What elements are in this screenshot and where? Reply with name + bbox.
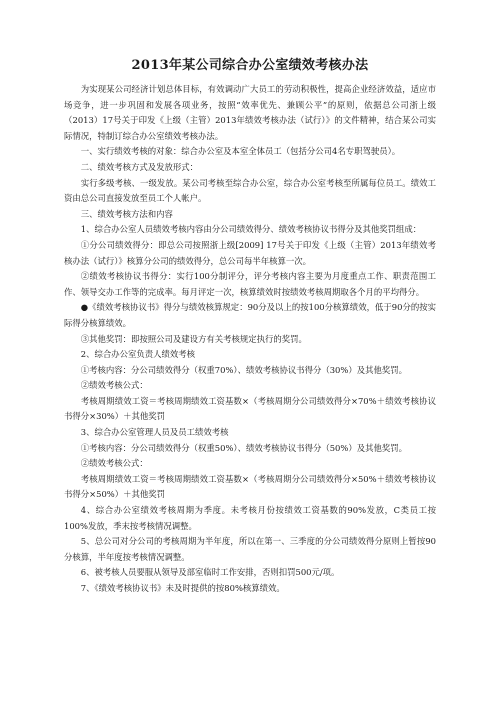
paragraph-section-2: 二、绩效考核方式及发放形式： <box>80 161 199 172</box>
paragraph-bullet-rule: ●《绩效考核协议书》得分与绩效核算规定：90分及以上的按100分核算绩效，低于90分的按实际得分核算绩效。 <box>64 302 436 328</box>
document-body <box>64 82 436 597</box>
paragraph-item-3: 3、综合办公室管理人员及员工绩效考核 <box>80 427 229 438</box>
paragraph-item-1-c: ③其他奖罚：即按照公司及建设方有关考核规定执行的奖罚。 <box>80 333 307 344</box>
paragraph-section-2-body: 实行多级考核、一级发放。某公司考核至综合办公室，综合办公室考核至所属每位员工。绩效工资由总公司直接发放至员工个人帐户。 <box>64 177 436 204</box>
paragraph-item-1-b: ②绩效考核协议书得分：实行100分制评分，评分考核内容主要为月度重点工作、职责范围工作、领导交办工作等的完成率。每月评定一次，核算绩效时按绩效考核周期取各个月的平均得分。 <box>64 271 436 297</box>
paragraph-item-6: 6、被考核人员要服从领导及部室临时工作安排，否则扣罚500元/项。 <box>80 567 340 578</box>
paragraph-item-4: 4、综合办公室绩效考核周期为季度。未考核月份按绩效工资基数的90%发放，C类员工按100%发放，季末按考核情况调整。 <box>64 505 436 531</box>
paragraph-intro: 为实现某公司经济计划总体目标，有效调动广大员工的劳动积极性，提高企业经济效益，适应市场竞争，进一步巩固和发展各项业务，按照“效率优先、兼顾公平”的原则，依据总公司浙上级（2013）17号关于印发《上级（主管）2013年绩效考核办法（试行）》的文件精神，结合某公司实际情况，特制订综合办公室绩效考核办法。 <box>64 84 436 141</box>
paragraph-section-1: 一、实行绩效考核的对象：综合办公室及本室全体员工（包括分公司4名专职驾驶员）。 <box>80 146 401 157</box>
paragraph-section-3: 三、绩效考核方法和内容 <box>80 208 173 219</box>
paragraph-item-2-a: ①考核内容：分公司绩效得分（权重70%）、绩效考核协议书得分（30%）及其他奖罚。 <box>80 364 407 375</box>
paragraph-item-3-b: ②绩效考核公式： <box>80 458 148 469</box>
paragraph-item-2: 2、综合办公室负责人绩效考核 <box>80 349 195 360</box>
paragraph-item-1: 1、综合办公室人员绩效考核内容由分公司绩效得分、绩效考核协议书得分及其他奖罚组成： <box>80 224 422 235</box>
document-title: 2013年某公司综合办公室绩效考核办法 <box>131 58 369 73</box>
paragraph-item-3-a: ①考核内容：分公司绩效得分（权重50%）、绩效考核协议书得分（50%）及其他奖罚。 <box>80 442 407 453</box>
paragraph-formula-1: 考核周期绩效工资＝考核周期绩效工资基数×（考核周期分公司绩效得分×70%＋绩效考核协议书得分×30%）＋其他奖罚 <box>64 395 436 422</box>
paragraph-item-5: 5、总公司对分公司的考核周期为半年度，所以在第一、三季度的分公司绩效得分原则上暂按90分核算，半年度按考核情况调整。 <box>64 536 436 562</box>
paragraph-item-2-b: ②绩效考核公式： <box>80 380 148 391</box>
paragraph-item-1-a: ①分公司绩效得分：即总公司按照浙上级[2009] 17号关于印发《上级（主管）2013年绩效考核办法（试行）》核算分公司的绩效得分，总公司每半年核算一次。 <box>64 239 436 266</box>
paragraph-formula-2: 考核周期绩效工资＝考核周期绩效工资基数×（考核周期分公司绩效得分×50%＋绩效考核协议书得分×50%）＋其他奖罚 <box>64 473 436 500</box>
paragraph-item-7: 7、《绩效考核协议书》未及时提供的按80%核算绩效。 <box>80 583 285 593</box>
